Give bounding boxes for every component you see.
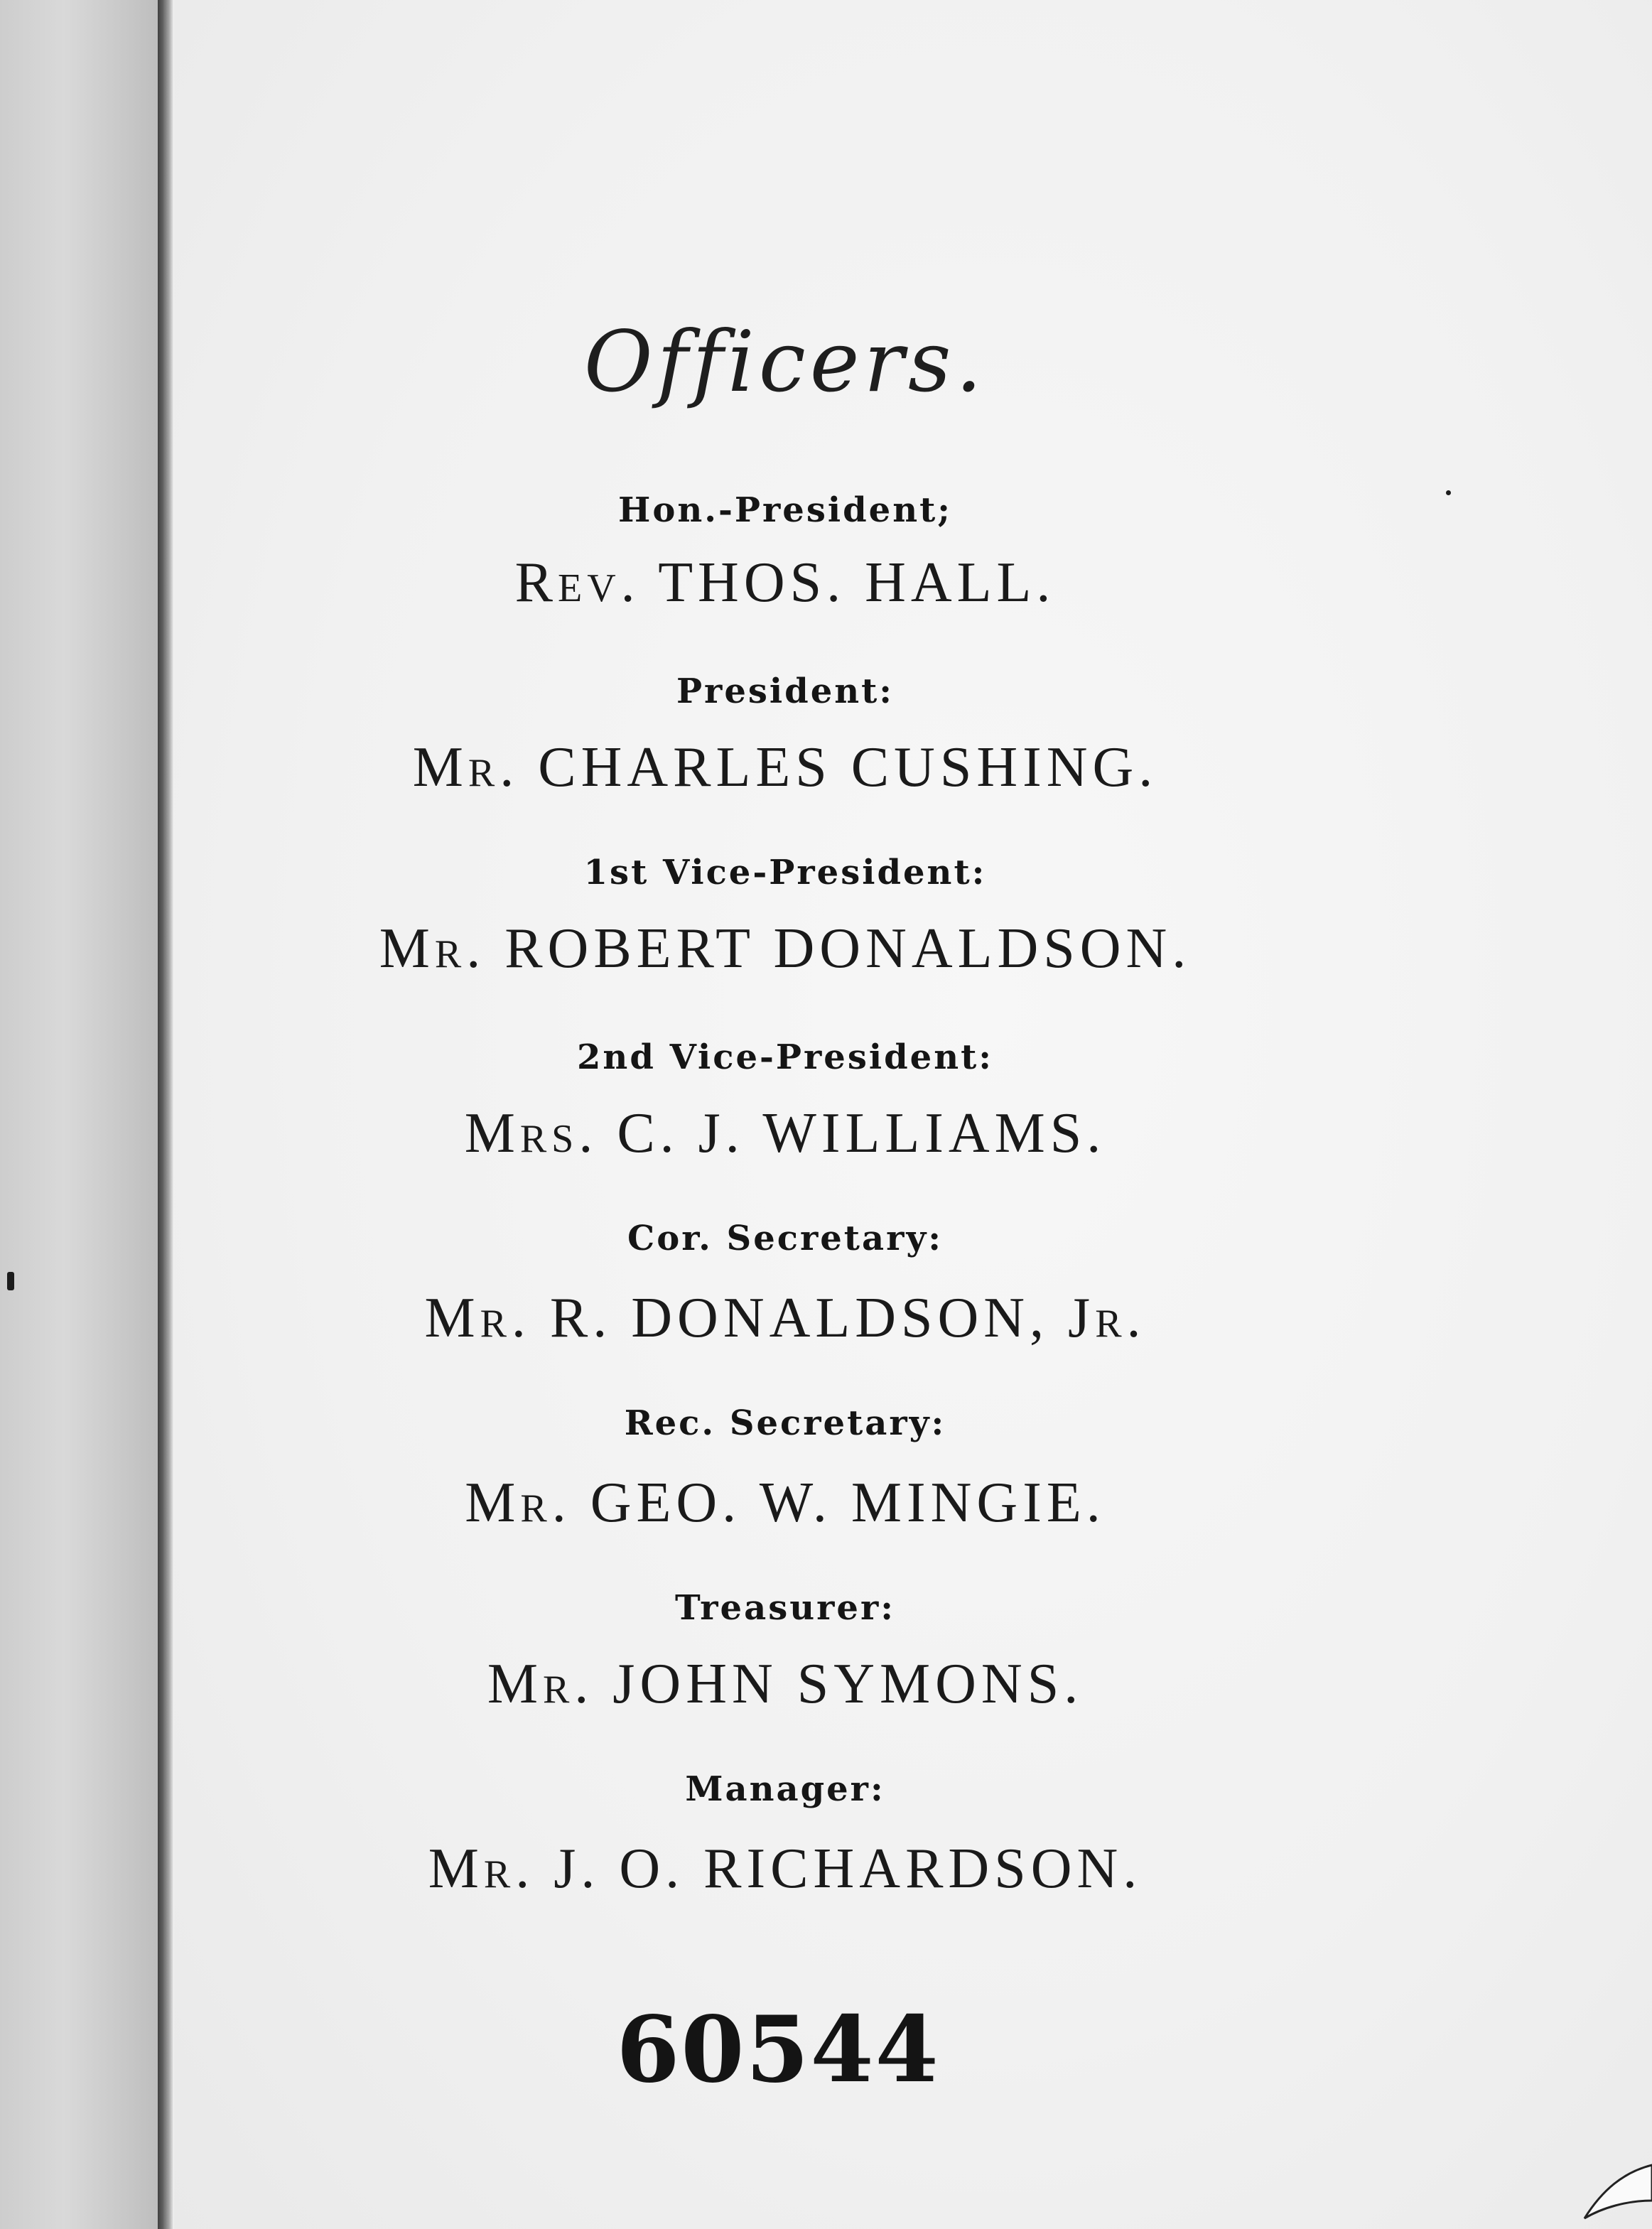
name-cor-secretary: Mr. R. DONALDSON, Jr.: [424, 1287, 1146, 1349]
name-treasurer: Mr. JOHN SYMONS.: [487, 1653, 1084, 1715]
role-hon-president: Hon.-President;: [618, 490, 952, 530]
edge-mark: [7, 1272, 14, 1290]
name-manager: Mr. J. O. RICHARDSON.: [428, 1837, 1143, 1900]
ink-speck: [1446, 490, 1451, 495]
role-president: President:: [676, 671, 895, 711]
page-corner-curl: [1560, 2151, 1652, 2229]
role-second-vice-president: 2nd Vice-President:: [577, 1037, 993, 1077]
role-treasurer: Treasurer:: [675, 1588, 895, 1628]
stamp-number: 60544: [616, 1997, 940, 2103]
name-second-vice-president: Mrs. C. J. WILLIAMS.: [464, 1102, 1106, 1165]
name-rec-secretary: Mr. GEO. W. MINGIE.: [465, 1472, 1106, 1534]
page-title: Officers.: [583, 313, 987, 411]
role-first-vice-president: 1st Vice-President:: [583, 853, 987, 892]
name-first-vice-president: Mr. ROBERT DONALDSON.: [379, 917, 1192, 980]
name-hon-president: Rev. THOS. HALL.: [514, 551, 1056, 614]
name-president: Mr. CHARLES CUSHING.: [412, 736, 1158, 799]
role-manager: Manager:: [685, 1769, 885, 1809]
role-cor-secretary: Cor. Secretary:: [627, 1219, 943, 1258]
role-rec-secretary: Rec. Secretary:: [624, 1403, 946, 1443]
